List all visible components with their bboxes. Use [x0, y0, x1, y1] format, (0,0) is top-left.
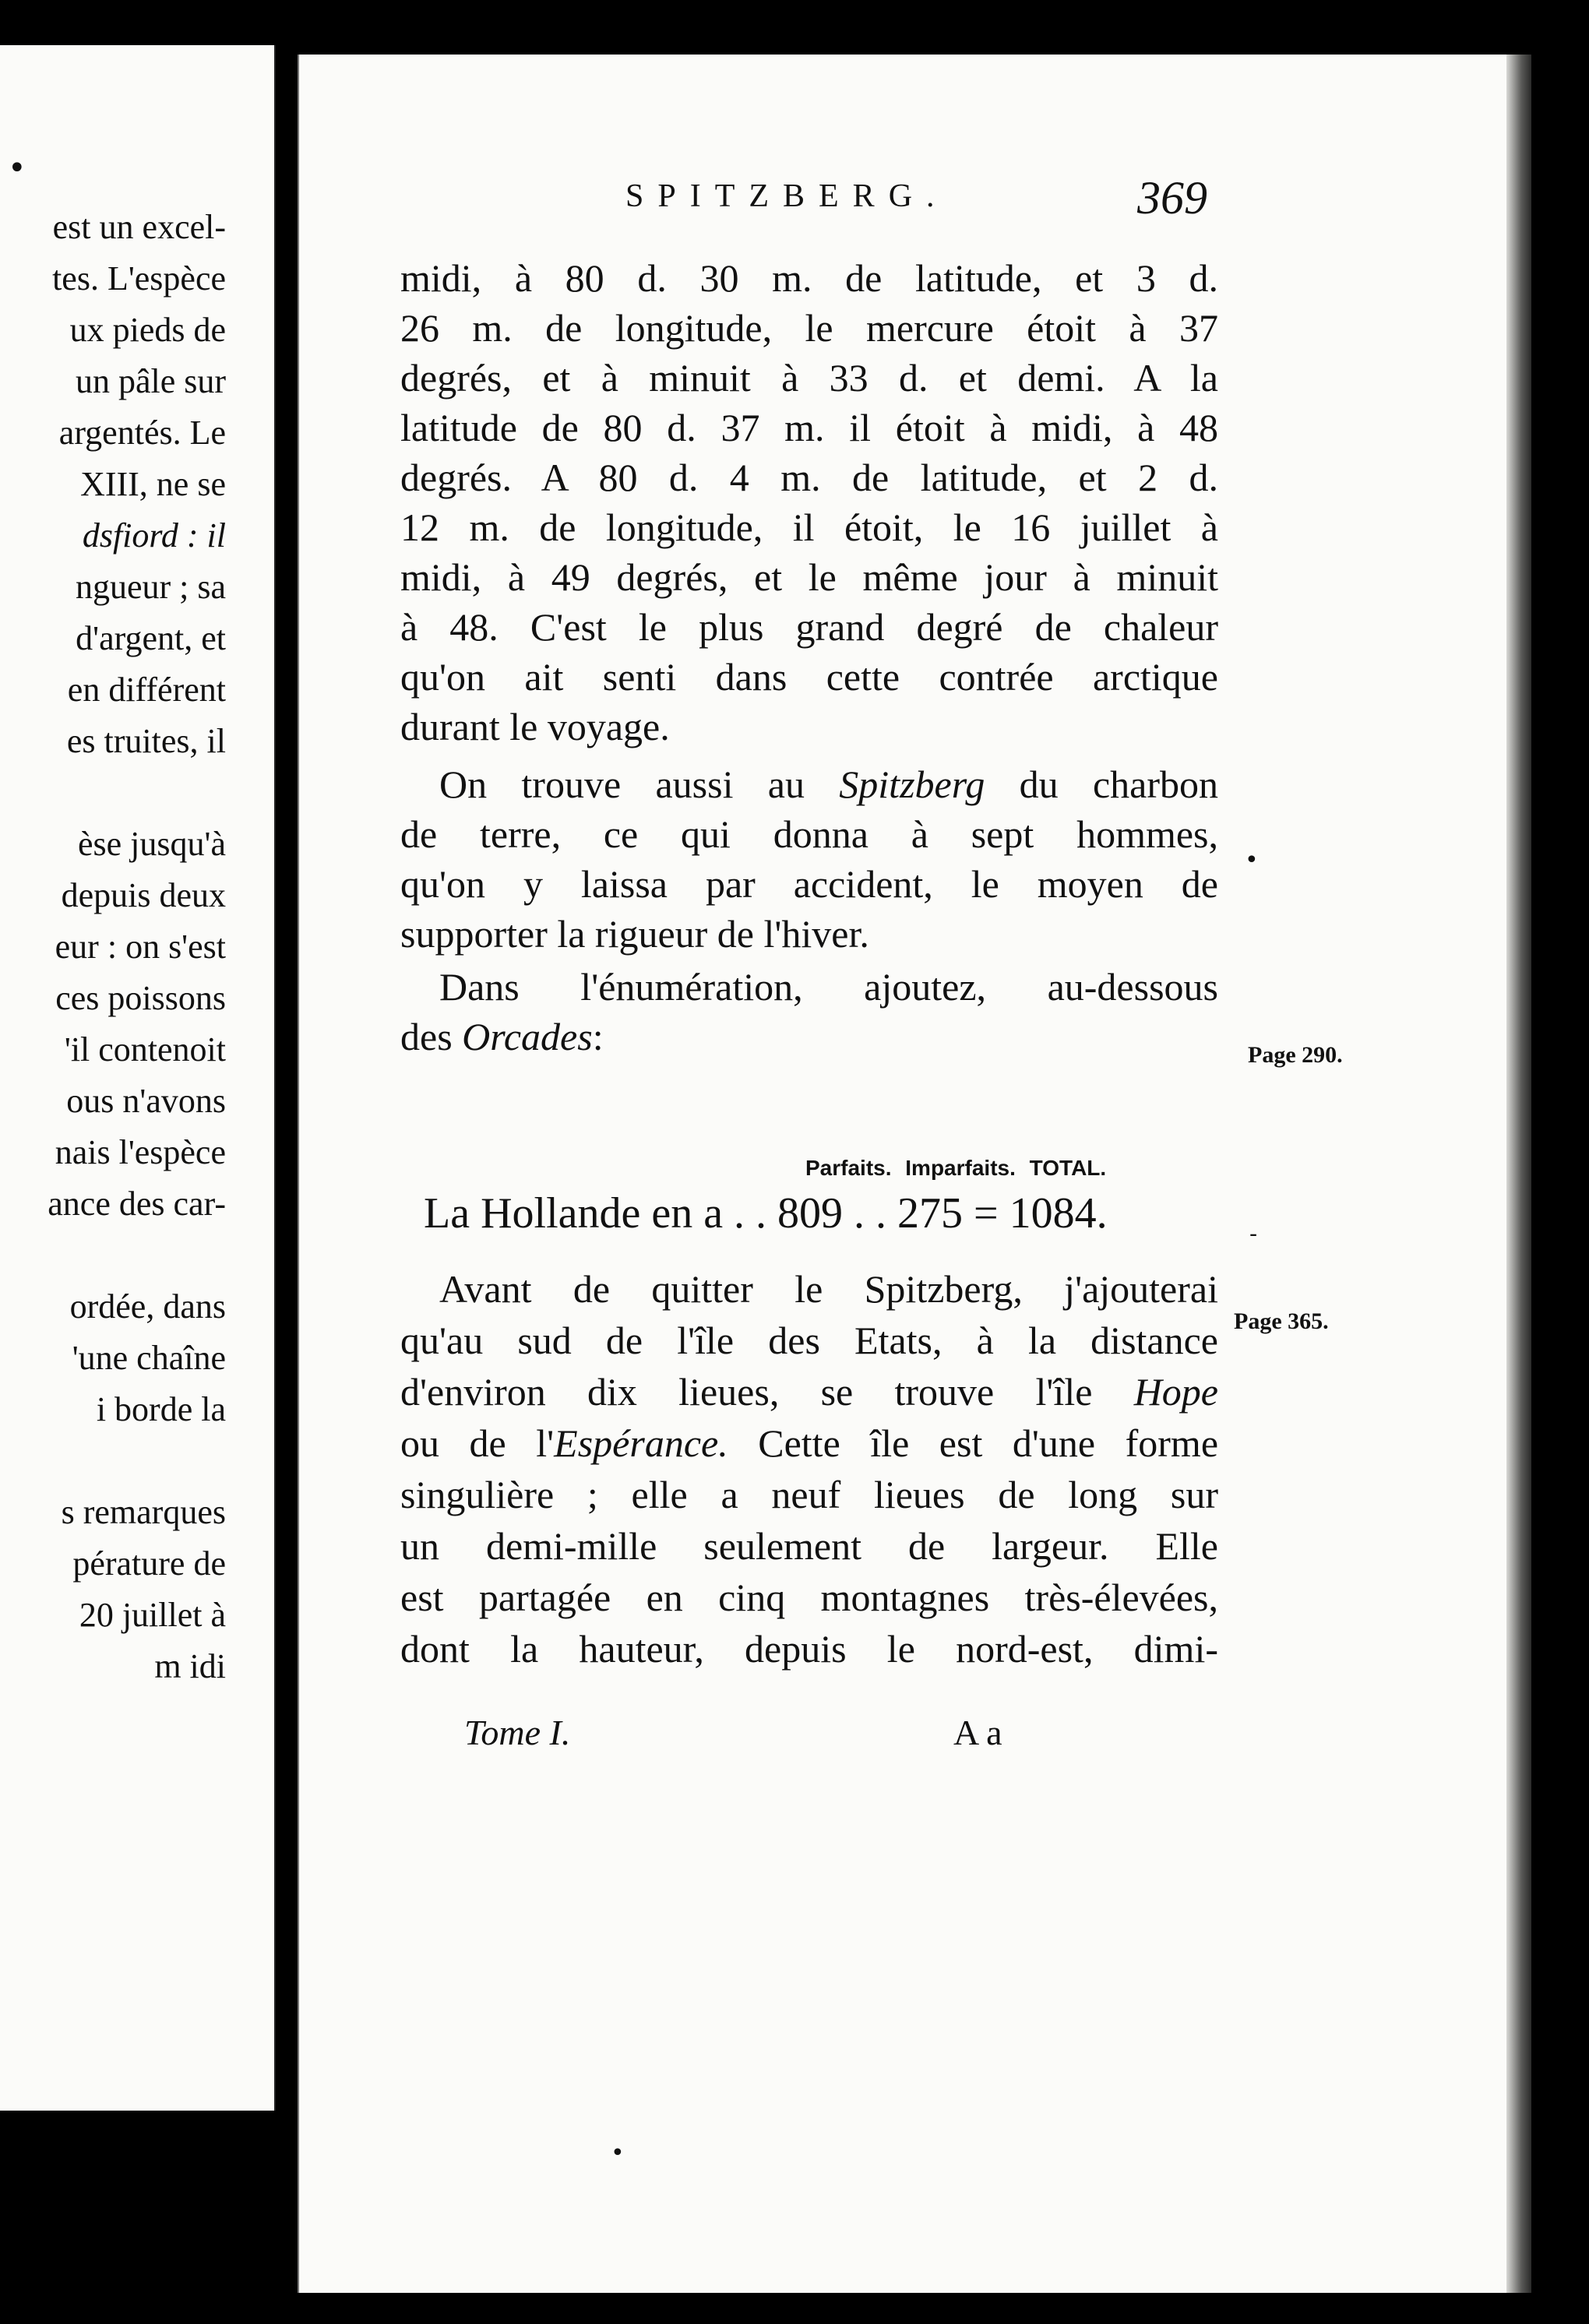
- left-page-line: depuis deux: [61, 876, 226, 914]
- text-line: latitude de 80 d. 37 m. il étoit à midi, à 48: [400, 406, 1218, 449]
- left-page-line: nais l'espèce: [55, 1133, 226, 1171]
- left-page-line: èse jusqu'à: [78, 825, 226, 863]
- text-line: [400, 1421, 1219, 1465]
- text-run: :: [592, 1015, 604, 1058]
- text-line: qu'on y laissa par accident, le moyen de: [400, 862, 1218, 906]
- text-run: On trouve aussi au: [439, 762, 840, 806]
- italic-text: Hope: [1133, 1370, 1218, 1414]
- text-line: [400, 1017, 1218, 1056]
- ink-speck: -: [1249, 1220, 1258, 1248]
- running-head: SPITZBERG.: [625, 178, 949, 214]
- text-run: du charbon: [985, 762, 1218, 806]
- text-line: 26 m. de longitude, le mercure étoit à 37: [400, 306, 1218, 350]
- signature-mark-volume: Tome I.: [464, 1713, 571, 1752]
- text-line: de terre, ce qui donna à sept hommes,: [400, 812, 1218, 856]
- text-line: midi, à 49 degrés, et le même jour à minuit: [400, 555, 1218, 599]
- text-line: durant le voyage.: [400, 705, 670, 748]
- left-page-line: tes. L'espèce: [52, 259, 226, 298]
- left-page-line: ux pieds de: [69, 311, 226, 349]
- italic-text: Spitzberg: [839, 762, 985, 806]
- left-page-line: 'il contenoit: [64, 1030, 226, 1069]
- text-line: qu'on ait senti dans cette contrée arctique: [400, 655, 1218, 699]
- left-page-line: i borde la: [96, 1390, 226, 1428]
- text-line: qu'au sud de l'île des Etats, à la distance: [400, 1319, 1218, 1362]
- ink-speck: •: [1245, 847, 1259, 874]
- table-header-cell: Parfaits.: [805, 1156, 892, 1180]
- left-page-line: d'argent, et: [76, 619, 226, 657]
- page-edge: [1506, 55, 1531, 2293]
- text-run: ou de l': [400, 1421, 555, 1465]
- text-line: midi, à 80 d. 30 m. de latitude, et 3 d.: [400, 256, 1218, 300]
- left-page: [0, 45, 276, 2111]
- left-page-line: 20 juillet à: [79, 1596, 226, 1634]
- text-run: d'environ dix lieues, se trouve l'île: [400, 1370, 1134, 1414]
- table-row: La Hollande en a . . 809 . . 275 = 1084.: [424, 1189, 1108, 1238]
- text-line: Avant de quitter le Spitzberg, j'ajouterai: [439, 1267, 1218, 1311]
- left-page-line: argentés. Le: [58, 414, 226, 452]
- text-line: Dans l'énumération, ajoutez, au-dessous: [439, 965, 1218, 1009]
- left-page-line: en différent: [67, 671, 226, 709]
- margin-note: Page 365.: [1234, 1308, 1329, 1334]
- italic-text: Espérance.: [554, 1421, 728, 1465]
- table-header: [805, 1156, 1106, 1181]
- text-line: singulière ; elle a neuf lieues de long sur: [400, 1473, 1218, 1516]
- margin-note: Page 290.: [1248, 1042, 1343, 1068]
- left-page-line: XIII, ne se: [80, 465, 226, 503]
- text-run: des: [400, 1015, 463, 1058]
- right-page: [298, 55, 1531, 2293]
- left-page-line: ngueur ; sa: [75, 568, 226, 606]
- left-page-line: eur : on s'est: [55, 928, 226, 966]
- table-header-cell: Imparfaits.: [905, 1156, 1016, 1180]
- left-page-line: ance des car-: [48, 1185, 226, 1223]
- ink-speck: •: [611, 2139, 625, 2167]
- text-line: [439, 762, 1218, 806]
- signature-mark-letters: A a: [953, 1713, 1002, 1752]
- text-line: 12 m. de longitude, il étoit, le 16 juillet à: [400, 505, 1218, 549]
- left-page-line: ces poissons: [55, 979, 226, 1017]
- text-run: Cette île est d'une forme: [728, 1421, 1219, 1465]
- text-line: supporter la rigueur de l'hiver.: [400, 912, 869, 956]
- text-line: à 48. C'est le plus grand degré de chaleur: [400, 605, 1218, 649]
- text-line: degrés. A 80 d. 4 m. de latitude, et 2 d.: [400, 456, 1218, 499]
- left-page-line: 'une chaîne: [72, 1339, 226, 1377]
- italic-text: Orcades: [462, 1015, 593, 1058]
- text-line: degrés, et à minuit à 33 d. et demi. A la: [400, 356, 1218, 400]
- left-page-line: ordée, dans: [69, 1287, 226, 1326]
- left-page-line: m idi: [154, 1647, 226, 1685]
- left-page-line: es truites, il: [66, 722, 226, 760]
- text-line: [400, 1370, 1218, 1414]
- page-number: 369: [1137, 172, 1207, 224]
- left-page-line: pérature de: [72, 1544, 226, 1583]
- text-line: un demi-mille seulement de largeur. Elle: [400, 1524, 1218, 1568]
- left-page-line: s remarques: [61, 1493, 226, 1531]
- ink-speck: •: [8, 150, 26, 186]
- left-page-line: dsfiord : il: [82, 516, 226, 555]
- left-page-line: un pâle sur: [75, 362, 226, 400]
- text-line: est partagée en cinq montagnes très-élevées,: [400, 1576, 1218, 1619]
- table-header-cell: TOTAL.: [1029, 1156, 1107, 1180]
- text-line: dont la hauteur, depuis le nord-est, dimi-: [400, 1627, 1218, 1671]
- left-page-line: est un excel-: [52, 208, 226, 246]
- left-page-line: ous n'avons: [66, 1082, 226, 1120]
